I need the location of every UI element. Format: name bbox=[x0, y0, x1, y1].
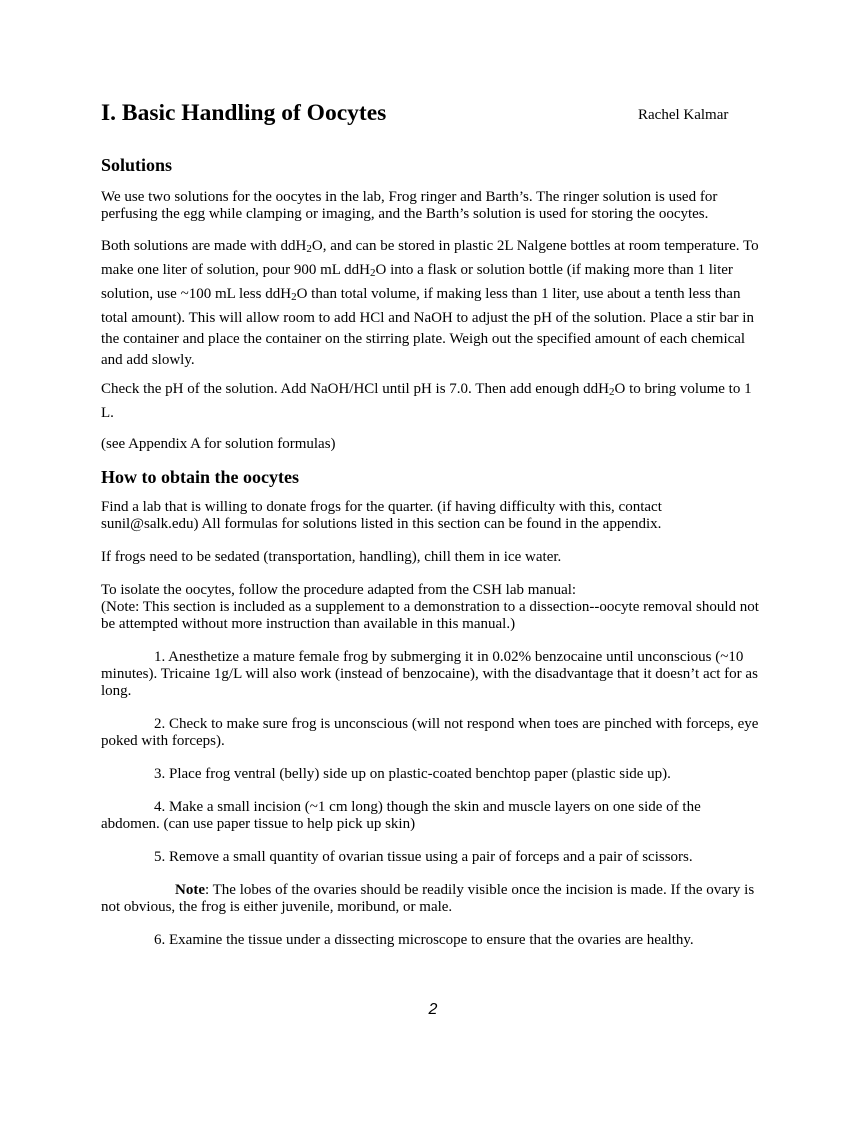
solutions-paragraph-3 bbox=[101, 379, 761, 424]
note-label: Note bbox=[175, 882, 205, 898]
step-5: 5. Remove a small quantity of ovarian tissue using a pair of forceps and a pair of scissors. bbox=[154, 849, 693, 865]
subscript: 2 bbox=[609, 386, 615, 398]
section-heading-obtain: How to obtain the oocytes bbox=[101, 467, 299, 487]
section-heading-solutions: Solutions bbox=[101, 155, 173, 175]
solutions-paragraph-2 bbox=[101, 236, 761, 371]
obtain-paragraph-2: If frogs need to be sedated (transportation, handling), chill them in ice water. bbox=[101, 549, 562, 565]
text-run: O into a flask or solution bottle (if making more than 1 liter solution, use ~100 mL less ddH bbox=[101, 262, 733, 302]
page-number: 2 bbox=[428, 1001, 438, 1018]
text-run: O to bring volume to 1 L. bbox=[101, 381, 752, 421]
text-run: Check the pH of the solution. Add NaOH/HCl until pH is 7.0. Then add enough ddH bbox=[101, 381, 610, 397]
step-3: 3. Place frog ventral (belly) side up on plastic-coated benchtop paper (plastic side up). bbox=[154, 766, 671, 782]
title-row bbox=[101, 96, 761, 132]
solutions-paragraph-1: We use two solutions for the oocytes in the lab, Frog ringer and Barth’s. The ringer solution is used for perfusing the egg while clamping or imaging, and the Barth’s solution is used for storing the oocytes. bbox=[101, 189, 718, 222]
author-name: Rachel Kalmar bbox=[638, 107, 729, 123]
page-title: I. Basic Handling of Oocytes bbox=[101, 100, 387, 126]
text-run: Both solutions are made with ddH bbox=[101, 238, 307, 254]
text-run: (Note: This section is included as a supplement to a demonstration to a dissection--oocyte removal should not be attempted without more instruction than available in this manual.) bbox=[101, 599, 759, 632]
text-run: O, and can be stored in plastic 2L Nalgene bottles at room temperature. To make one liter of solution, pour 900 mL ddH bbox=[101, 238, 759, 278]
note-text: : The lobes of the ovaries should be readily visible once the incision is made. If the ovary is not obvious, the frog is either juvenile, moribund, or male. bbox=[101, 882, 755, 915]
subscript: 2 bbox=[369, 267, 376, 279]
step-4: 4. Make a small incision (~1 cm long) though the skin and muscle layers on one side of the abdomen. (can use paper tissue to help pick up skin) bbox=[101, 799, 701, 832]
step-1: 1. Anesthetize a mature female frog by submerging it in 0.02% benzocaine until unconscious (~10 minutes). Tricaine 1g/L will also work (instead of benzocaine), with the disadvantage that it doesn’t act for as long. bbox=[101, 649, 758, 699]
subscript: 2 bbox=[306, 243, 312, 255]
step-2: 2. Check to make sure frog is unconscious (will not respond when toes are pinched with forceps, eye poked with forceps). bbox=[101, 716, 759, 749]
solutions-paragraph-4: (see Appendix A for solution formulas) bbox=[101, 436, 336, 452]
step-6: 6. Examine the tissue under a dissecting microscope to ensure that the ovaries are healthy. bbox=[154, 932, 694, 948]
obtain-paragraph-3 bbox=[101, 582, 761, 633]
note-paragraph bbox=[101, 882, 761, 916]
text-run: O than total volume, if making less than 1 liter, use about a tenth less than total amount). This will allow room to add HCl and NaOH to adjust the pH of the solution. Place a stir bar in the container and place the container on the stirring plate. Weigh out the specified amount of each chemical and add slowly. bbox=[101, 286, 754, 368]
obtain-paragraph-1: Find a lab that is willing to donate frogs for the quarter. (if having difficulty with this, contact sunil@salk.edu) All formulas for solutions listed in this section can be found in the appendix. bbox=[101, 499, 662, 532]
document-page bbox=[101, 96, 761, 949]
text-run: To isolate the oocytes, follow the procedure adapted from the CSH lab manual: bbox=[101, 582, 577, 598]
subscript: 2 bbox=[291, 291, 297, 303]
